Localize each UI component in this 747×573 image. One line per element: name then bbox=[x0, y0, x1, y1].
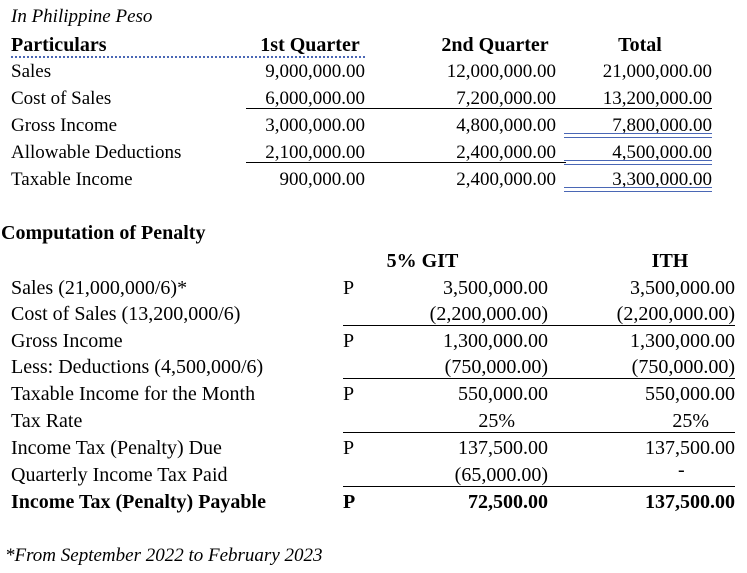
git-tax-paid: (65,000.00) bbox=[454, 464, 548, 486]
peso-sign: P bbox=[343, 383, 355, 405]
rule bbox=[246, 162, 366, 163]
q2-gross-income: 4,800,000.00 bbox=[456, 115, 556, 136]
q1-allowable-deductions: 2,100,000.00 bbox=[265, 142, 365, 163]
git-deductions: (750,000.00) bbox=[444, 356, 548, 378]
total-gross-income: 7,800,000.00 bbox=[612, 115, 712, 136]
row-label-taxable-income: Taxable Income bbox=[11, 169, 133, 190]
col-header-particulars: Particulars bbox=[11, 34, 107, 56]
q1-gross-income: 3,000,000.00 bbox=[265, 115, 365, 136]
q2-allowable-deductions: 2,400,000.00 bbox=[456, 142, 556, 163]
ith-tax-paid: - bbox=[678, 459, 685, 481]
col-header-ith: ITH bbox=[651, 250, 689, 272]
peso-sign: P bbox=[343, 491, 356, 513]
penalty-label-sales: Sales (21,000,000/6)* bbox=[11, 277, 188, 299]
penalty-title: Computation of Penalty bbox=[1, 222, 206, 244]
col-header-q2: 2nd Quarter bbox=[441, 34, 549, 56]
peso-sign: P bbox=[343, 437, 355, 459]
penalty-label-deductions: Less: Deductions (4,500,000/6) bbox=[11, 356, 264, 378]
penalty-label-taxable-income: Taxable Income for the Month bbox=[11, 383, 256, 405]
git-tax-due: 137,500.00 bbox=[458, 437, 548, 459]
double-rule bbox=[564, 133, 712, 138]
git-taxable-income: 550,000.00 bbox=[458, 383, 548, 405]
ith-taxable-income: 550,000.00 bbox=[645, 383, 735, 405]
ith-gross-income: 1,300,000.00 bbox=[630, 330, 735, 352]
penalty-label-gross-income: Gross Income bbox=[11, 330, 123, 352]
q2-cost-of-sales: 7,200,000.00 bbox=[456, 88, 556, 109]
total-taxable-income: 3,300,000.00 bbox=[612, 169, 712, 190]
q1-cost-of-sales: 6,000,000.00 bbox=[265, 88, 365, 109]
git-sales: 3,500,000.00 bbox=[443, 277, 548, 299]
currency-note: In Philippine Peso bbox=[11, 6, 153, 27]
penalty-label-tax-due: Income Tax (Penalty) Due bbox=[11, 437, 222, 459]
git-payable: 72,500.00 bbox=[468, 491, 548, 513]
col-header-total: Total bbox=[618, 34, 662, 56]
ith-sales: 3,500,000.00 bbox=[630, 277, 735, 299]
header-dotted-rule bbox=[11, 56, 365, 58]
penalty-label-cost-of-sales: Cost of Sales (13,200,000/6) bbox=[11, 303, 241, 325]
rule bbox=[343, 378, 735, 379]
q2-taxable-income: 2,400,000.00 bbox=[456, 169, 556, 190]
row-label-gross-income: Gross Income bbox=[11, 115, 118, 136]
peso-sign: P bbox=[343, 330, 355, 352]
ith-cost-of-sales: (2,200,000.00) bbox=[616, 303, 735, 325]
col-header-git: 5% GIT bbox=[386, 250, 459, 272]
rule bbox=[343, 432, 735, 433]
rule bbox=[366, 108, 712, 109]
q1-taxable-income: 900,000.00 bbox=[279, 169, 365, 190]
total-allowable-deductions: 4,500,000.00 bbox=[612, 142, 712, 163]
git-cost-of-sales: (2,200,000.00) bbox=[429, 303, 548, 325]
ith-tax-due: 137,500.00 bbox=[645, 437, 735, 459]
ith-payable: 137,500.00 bbox=[645, 491, 735, 513]
git-gross-income: 1,300,000.00 bbox=[443, 330, 548, 352]
row-label-allowable-deductions: Allowable Deductions bbox=[11, 142, 182, 163]
rule bbox=[246, 108, 366, 109]
peso-sign: P bbox=[343, 277, 355, 299]
rule bbox=[343, 325, 735, 326]
q1-sales: 9,000,000.00 bbox=[265, 61, 365, 82]
row-label-sales: Sales bbox=[11, 61, 52, 82]
ith-tax-rate: 25% bbox=[672, 410, 709, 432]
penalty-label-tax-paid: Quarterly Income Tax Paid bbox=[11, 464, 228, 486]
penalty-label-tax-rate: Tax Rate bbox=[11, 410, 83, 432]
rule bbox=[366, 162, 566, 163]
git-tax-rate: 25% bbox=[478, 410, 515, 432]
double-rule bbox=[564, 187, 712, 192]
penalty-label-payable: Income Tax (Penalty) Payable bbox=[11, 491, 266, 513]
col-header-q1: 1st Quarter bbox=[260, 34, 360, 56]
q2-sales: 12,000,000.00 bbox=[446, 61, 556, 82]
total-cost-of-sales: 13,200,000.00 bbox=[602, 88, 712, 109]
footnote: *From September 2022 to February 2023 bbox=[5, 545, 323, 566]
rule bbox=[343, 486, 735, 487]
double-rule bbox=[564, 160, 712, 165]
ith-deductions: (750,000.00) bbox=[631, 356, 735, 378]
row-label-cost-of-sales: Cost of Sales bbox=[11, 88, 112, 109]
total-sales: 21,000,000.00 bbox=[602, 61, 712, 82]
